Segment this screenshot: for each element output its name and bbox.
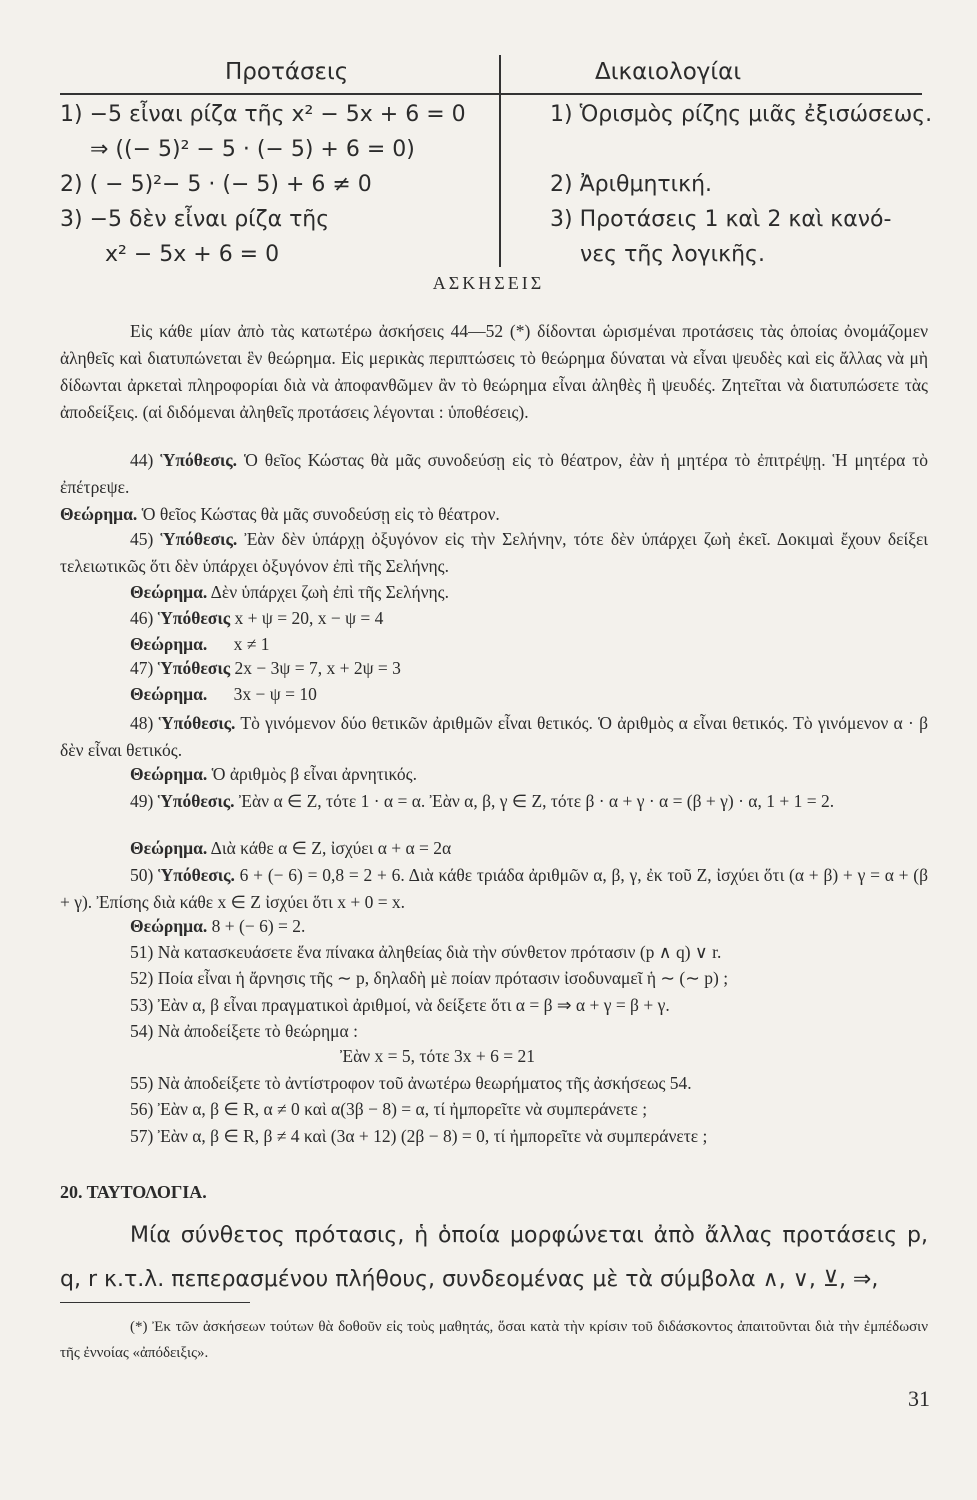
page-number: 31 (908, 1386, 930, 1411)
hypothesis-label: Ὑπόθεσις (157, 658, 231, 678)
exercise-53: 53) Ἐὰν α, β εἶναι πραγματικοὶ ἀριθμοί, νὰ δείξετε ὅτι α = β ⇒ α + γ = β + γ. (130, 995, 670, 1015)
hypothesis-label: Ὑπόθεσις. (160, 529, 238, 549)
exercise-44: 44) Ὑπόθεσις. Ὁ θεῖος Κώστας θὰ μᾶς συνοδεύσῃ εἰς τὸ θέατρον, ἐὰν ἡ μητέρα τὸ ἐπιτρέψῃ. Ἡ μητέρα τὸ ἐπέτρεψε. (60, 450, 929, 497)
proposition-line: 1) −5 εἶναι ρίζα τῆς x² − 5x + 6 = 0 (60, 102, 466, 127)
footnote: (*) Ἐκ τῶν ἀσκήσεων τούτων θὰ δοθοῦν εἰς τοὺς μαθητάς, ὅσαι κατὰ τὴν κρίσιν τοῦ διδάσκοντος ἀπαιτοῦνται διὰ τὴν ἐμπέδωσιν τῆς ἐννοίας «ἀπόδειξις». (60, 1319, 928, 1361)
exercise-52: 52) Ποία εἶναι ἡ ἄρνησις τῆς ∼ p, δηλαδὴ μὲ ποίαν πρότασιν ἰσοδυναμεῖ ἡ ∼ (∼ p) ; (130, 968, 729, 988)
theorem-label: Θεώρημα. (60, 504, 138, 524)
exercise-50: 50) Ὑπόθεσις. 6 + (− 6) = 0,8 = 2 + 6. Διὰ κάθε τριάδα ἀριθμῶν α, β, γ, ἐκ τοῦ Z, ἰσχύει ὅτι (α + β) + γ = α + (β + γ). Ἐπίσης διὰ κάθε x ∈ Z ἰσχύει ὅτι x + 0 = x. (60, 865, 928, 912)
justification-line: 1) Ὁρισμὸς ρίζης μιᾶς ἐξισώσεως. (550, 102, 933, 127)
theorem-label: Θεώρημα. (130, 634, 208, 654)
exercise-51: 51) Νὰ κατασκευάσετε ἕνα πίνακα ἀληθείας διὰ τὴν σύνθετον πρότασιν (p ∧ q) ∨ r. (130, 942, 722, 962)
exercise-56: 56) Ἐὰν α, β ∈ R, α ≠ 0 καὶ α(3β − 8) = α, τί ἠμπορεῖτε νὰ συμπεράνετε ; (130, 1099, 648, 1119)
hypothesis-label: Ὑπόθεσις. (158, 713, 236, 733)
theorem-label: Θεώρημα. (130, 684, 208, 704)
proof-table (60, 55, 933, 270)
section-title: 20. ΤΑΥΤΟΛΟΓΙΑ. (60, 1182, 207, 1202)
section-paragraph: Μία σύνθετος πρότασις, ἡ ὁποία μορφώνεται ἀπὸ ἄλλας προτάσεις p, q, r κ.τ.λ. πεπερασμένου πλήθους, συνδεομένας μὲ τὰ σύμβολα ∧, ∨, ⊻, ⇒, (60, 1223, 928, 1292)
justification-line: 3) Προτάσεις 1 καὶ 2 καὶ κανό- (550, 207, 892, 232)
proposition-line: 3) −5 δὲν εἶναι ρίζα τῆς (60, 207, 330, 232)
exercise-54: 54) Νὰ ἀποδείξετε τὸ θεώρημα : (130, 1021, 358, 1041)
theorem-label: Θεώρημα. (130, 582, 208, 602)
theorem-label: Θεώρημα. (130, 764, 208, 784)
exercise-48: 48) Ὑπόθεσις. Τὸ γινόμενον δύο θετικῶν ἀριθμῶν εἶναι θετικός. Ὁ ἀριθμὸς α εἶναι θετικός. Τὸ γινόμενον α · β δὲν εἶναι θετικός. (60, 713, 929, 760)
exercise-48-theorem: Θεώρημα. Ὁ ἀριθμὸς β εἶναι ἀρνητικός. (130, 764, 417, 784)
proposition-line: 2) ( − 5)²− 5 · (− 5) + 6 ≠ 0 (60, 172, 372, 197)
footnote-rule (60, 1302, 250, 1303)
theorem-label: Θεώρημα. (130, 838, 208, 858)
exercise-46: 46) Ὑπόθεσις x + ψ = 20, x − ψ = 4 (130, 608, 384, 628)
hypothesis-label: Ὑπόθεσις. (157, 791, 235, 811)
table-header-rule (60, 93, 922, 95)
exercise-50-theorem: Θεώρημα. 8 + (− 6) = 2. (130, 916, 306, 936)
exercise-54-statement: Ἐὰν x = 5, τότε 3x + 6 = 21 (340, 1046, 535, 1066)
proposition-line: x² − 5x + 6 = 0 (105, 242, 280, 267)
propositions-header: Προτάσεις (225, 59, 349, 85)
exercise-49: 49) Ὑπόθεσις. Ἐὰν α ∈ Z, τότε 1 · α = α. Ἐὰν α, β, γ ∈ Z, τότε β · α + γ · α = (β + γ) · α, 1 + 1 = 2. (130, 791, 835, 811)
hypothesis-label: Ὑπόθεσις (157, 608, 231, 628)
exercise-45: 45) Ὑπόθεσις. Ἐὰν δὲν ὑπάρχῃ ὀξυγόνον εἰς τὴν Σελήνην, τότε δὲν ὑπάρχει ζωὴ ἐκεῖ. Δοκιμαὶ ἔχουν δείξει τελειωτικῶς ὅτι δὲν ὑπάρχει ὀξυγόνον ἐπὶ τῆς Σελήνης. (60, 529, 929, 576)
hypothesis-label: Ὑπόθεσις. (160, 450, 238, 470)
proposition-line: ⇒ ((− 5)² − 5 · (− 5) + 6 = 0) (90, 137, 415, 162)
exercise-46-theorem: Θεώρημα. x ≠ 1 (130, 634, 270, 654)
exercises-intro: Εἰς κάθε μίαν ἀπὸ τὰς κατωτέρω ἀσκήσεις 44—52 (*) δίδονται ὡρισμέναι προτάσεις τὰς ὁποίας ὀνομάζομεν ἀληθεῖς καὶ διατυπώνεται ἓν θεώρημα. Εἰς μερικὰς περιπτώσεις τὸ θεώρημα δύναται νὰ εἶναι ψευδὲς καὶ εἰς ἄλλας νὰ μὴ δίδωνται ἀρκεταὶ πληροφορίαι διὰ νὰ ἀποφανθῶμεν ἂν τὸ θεώρημα εἶναι ἀληθὲς ἢ ψευδές. Ζητεῖται νὰ διατυπώσετε τὰς ἀποδείξεις. (αἱ διδόμεναι ἀληθεῖς προτάσεις λέγονται : ὑποθέσεις). (60, 321, 928, 422)
justification-line: νες τῆς λογικῆς. (580, 242, 765, 267)
table-column-divider (499, 55, 501, 267)
exercise-47: 47) Ὑπόθεσις 2x − 3ψ = 7, x + 2ψ = 3 (130, 658, 401, 678)
justification-line: 2) Ἀριθμητική. (550, 172, 713, 197)
exercise-49-theorem: Θεώρημα. Διὰ κάθε α ∈ Z, ἰσχύει α + α = 2α (130, 838, 452, 858)
exercise-47-theorem: Θεώρημα. 3x − ψ = 10 (130, 684, 317, 704)
exercise-45-theorem: Θεώρημα. Δὲν ὑπάρχει ζωὴ ἐπὶ τῆς Σελήνης. (130, 582, 449, 602)
exercises-heading: ΑΣΚΗΣΕΙΣ (432, 273, 545, 293)
exercise-44-theorem: Θεώρημα. Ὁ θεῖος Κώστας θὰ μᾶς συνοδεύσῃ εἰς τὸ θέατρον. (60, 504, 500, 524)
hypothesis-label: Ὑπόθεσις. (158, 865, 235, 885)
exercise-57: 57) Ἐὰν α, β ∈ R, β ≠ 4 καὶ (3α + 12) (2β − 8) = 0, τί ἠμπορεῖτε νὰ συμπεράνετε ; (130, 1126, 708, 1146)
theorem-label: Θεώρημα. (130, 916, 208, 936)
exercise-55: 55) Νὰ ἀποδείξετε τὸ ἀντίστροφον τοῦ ἀνωτέρω θεωρήματος τῆς ἀσκήσεως 54. (130, 1073, 692, 1093)
justifications-header: Δικαιολογίαι (595, 59, 742, 85)
